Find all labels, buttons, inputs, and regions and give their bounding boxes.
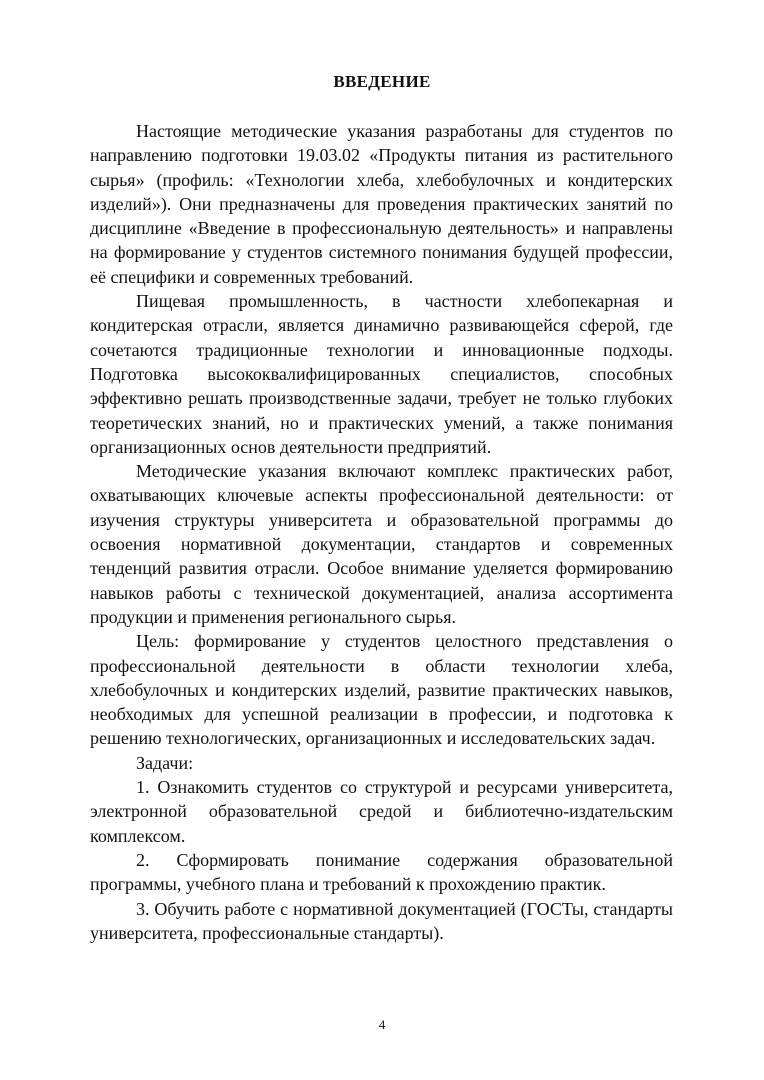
paragraph-goal: Цель: формирование у студентов целостного представления о профессиональной деятельности в области технологии хлеба, хлебобулочных и кондитерских изделий, развитие практических навыков, необходимых для успешной реализации в профессии, и подготовка к решению технологических, организационных и исследовательских задач. bbox=[90, 631, 673, 749]
paragraph-tasks-heading: Задачи: bbox=[136, 752, 194, 773]
task-item-2: 2. Сформировать понимание содержания образовательной программы, учебного плана и требований к прохождению практик. bbox=[90, 849, 673, 895]
page-number: 4 bbox=[378, 1017, 386, 1032]
paragraph-contents: Методические указания включают комплекс практических работ, охватывающих ключевые аспекты профессиональной деятельности: от изучения структуры университета и образовательной программы до освоения нормативной документации, стандартов и современных тенденций развития отрасли. Особое внимание уделяется формированию навыков работы с технической документацией, анализа ассортимента продукции и применения регионального сырья. bbox=[90, 461, 673, 627]
paragraph-intro: Настоящие методические указания разработаны для студентов по направлению подготовки 19.03.02 «Продукты питания из растительного сырья» (профиль: «Технологии хлеба, хлебобулочных и кондитерских изделий»). Они предназначены для проведения практических занятий по дисциплине «Введение в профессиональную деятельность» и направлены на формирование у студентов системного понимания будущей профессии, её специфики и современных требований. bbox=[90, 121, 673, 287]
task-item-1: 1. Ознакомить студентов со структурой и ресурсами университета, электронной образовательной средой и библиотечно-издательским комплексом. bbox=[90, 777, 673, 846]
paragraph-industry: Пищевая промышленность, в частности хлебопекарная и кондитерская отрасли, является динамично развивающейся сферой, где сочетаются традиционные технологии и инновационные подходы. Подготовка высококвалифицированных специалистов, способных эффективно решать производственные задачи, требует не только глубоких теоретических знаний, но и практических умений, а также понимания организационных основ деятельности предприятий. bbox=[90, 291, 673, 457]
task-item-3: 3. Обучить работе с нормативной документацией (ГОСТы, стандарты университета, профессиональные стандарты). bbox=[90, 898, 673, 943]
document-body bbox=[90, 119, 673, 945]
page-title: ВВЕДЕНИЕ bbox=[333, 72, 431, 91]
